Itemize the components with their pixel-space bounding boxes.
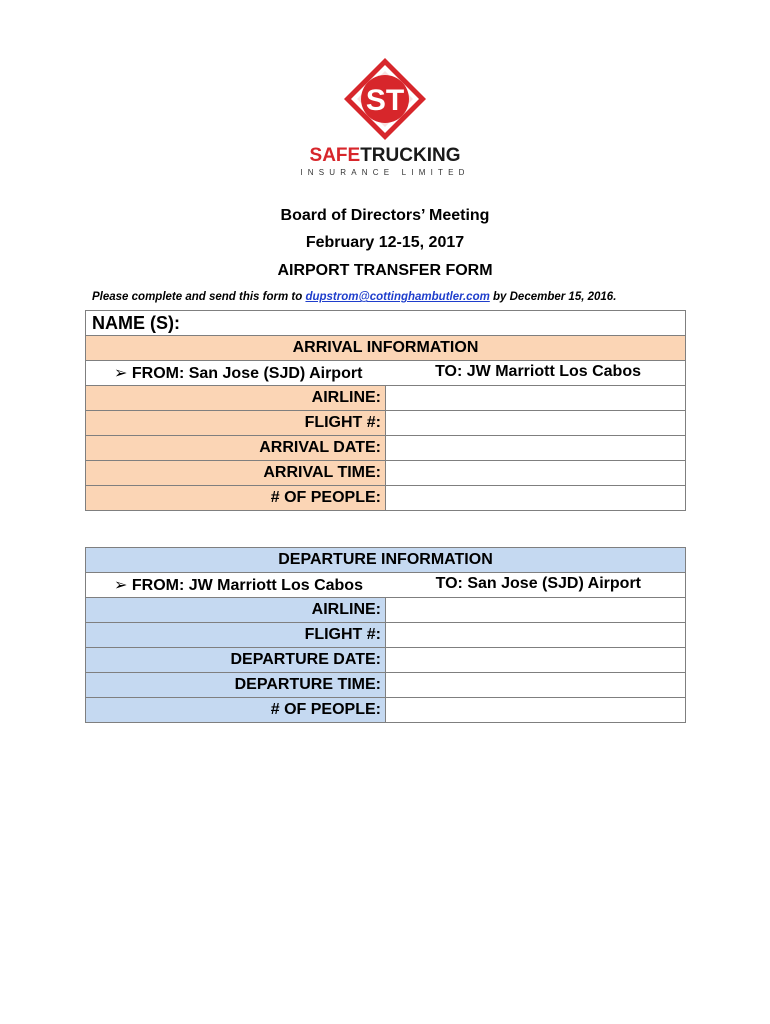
- arrival-from: ➢ FROM: San Jose (SJD) Airport: [114, 363, 362, 383]
- arrival-people-field[interactable]: [386, 486, 686, 511]
- arrival-airline-label: AIRLINE:: [86, 386, 386, 411]
- arrival-flight-field[interactable]: [386, 411, 686, 436]
- table-row: [86, 698, 686, 723]
- departure-airline-field[interactable]: [386, 598, 686, 623]
- logo-word-trucking: TRUCKING: [360, 145, 461, 166]
- table-row: [86, 598, 686, 623]
- arrival-flight-label: FLIGHT #:: [86, 411, 386, 436]
- company-logo: [300, 56, 470, 186]
- arrival-time-field[interactable]: [386, 461, 686, 486]
- instructions-before: Please complete and send this form to: [92, 291, 306, 303]
- departure-flight-label: FLIGHT #:: [86, 623, 386, 648]
- svg-text:ST: ST: [365, 84, 405, 117]
- departure-time-label: DEPARTURE TIME:: [86, 673, 386, 698]
- table-row: [86, 673, 686, 698]
- safetrucking-logo-mark: [342, 56, 428, 142]
- name-label: NAME (S):: [92, 312, 180, 333]
- departure-table: [85, 547, 686, 723]
- departure-route: [86, 573, 686, 598]
- arrival-date-label: ARRIVAL DATE:: [86, 436, 386, 461]
- departure-date-field[interactable]: [386, 648, 686, 673]
- arrival-table: [85, 310, 686, 511]
- table-row: [86, 411, 686, 436]
- table-row: [86, 648, 686, 673]
- arrival-airline-field[interactable]: [386, 386, 686, 411]
- logo-wordmark: [300, 146, 470, 166]
- form-title: AIRPORT TRANSFER FORM: [277, 262, 493, 279]
- departure-section-title: DEPARTURE INFORMATION: [86, 548, 686, 573]
- departure-to: TO: San Jose (SJD) Airport: [435, 575, 641, 592]
- departure-time-field[interactable]: [386, 673, 686, 698]
- logo-tagline: INSURANCE LIMITED: [300, 168, 470, 177]
- departure-people-field[interactable]: [386, 698, 686, 723]
- departure-header-row: [86, 548, 686, 573]
- instructions-after: by December 15, 2016.: [489, 291, 617, 303]
- departure-from: ➢ FROM: JW Marriott Los Cabos: [114, 575, 363, 595]
- arrival-section-title: ARRIVAL INFORMATION: [86, 336, 686, 361]
- name-field[interactable]: [86, 311, 686, 336]
- table-row: [86, 486, 686, 511]
- arrival-people-label: # OF PEOPLE:: [86, 486, 386, 511]
- contact-email-link[interactable]: dupstrom@cottinghambutler.com: [305, 291, 490, 303]
- departure-people-label: # OF PEOPLE:: [86, 698, 386, 723]
- logo-word-safe: SAFE: [309, 145, 361, 166]
- arrival-route: [86, 361, 686, 386]
- table-row: [86, 386, 686, 411]
- instructions-text: [92, 291, 616, 303]
- arrival-time-label: ARRIVAL TIME:: [86, 461, 386, 486]
- departure-airline-label: AIRLINE:: [86, 598, 386, 623]
- arrival-route-row: [86, 361, 686, 386]
- name-row: [86, 311, 686, 336]
- arrival-to: TO: JW Marriott Los Cabos: [435, 363, 641, 380]
- table-row: [86, 623, 686, 648]
- table-row: [86, 436, 686, 461]
- meeting-title: Board of Directors’ Meeting: [280, 207, 490, 224]
- departure-date-label: DEPARTURE DATE:: [86, 648, 386, 673]
- arrival-date-field[interactable]: [386, 436, 686, 461]
- departure-flight-field[interactable]: [386, 623, 686, 648]
- arrival-header-row: [86, 336, 686, 361]
- meeting-dates: February 12-15, 2017: [305, 234, 465, 251]
- table-row: [86, 461, 686, 486]
- departure-route-row: [86, 573, 686, 598]
